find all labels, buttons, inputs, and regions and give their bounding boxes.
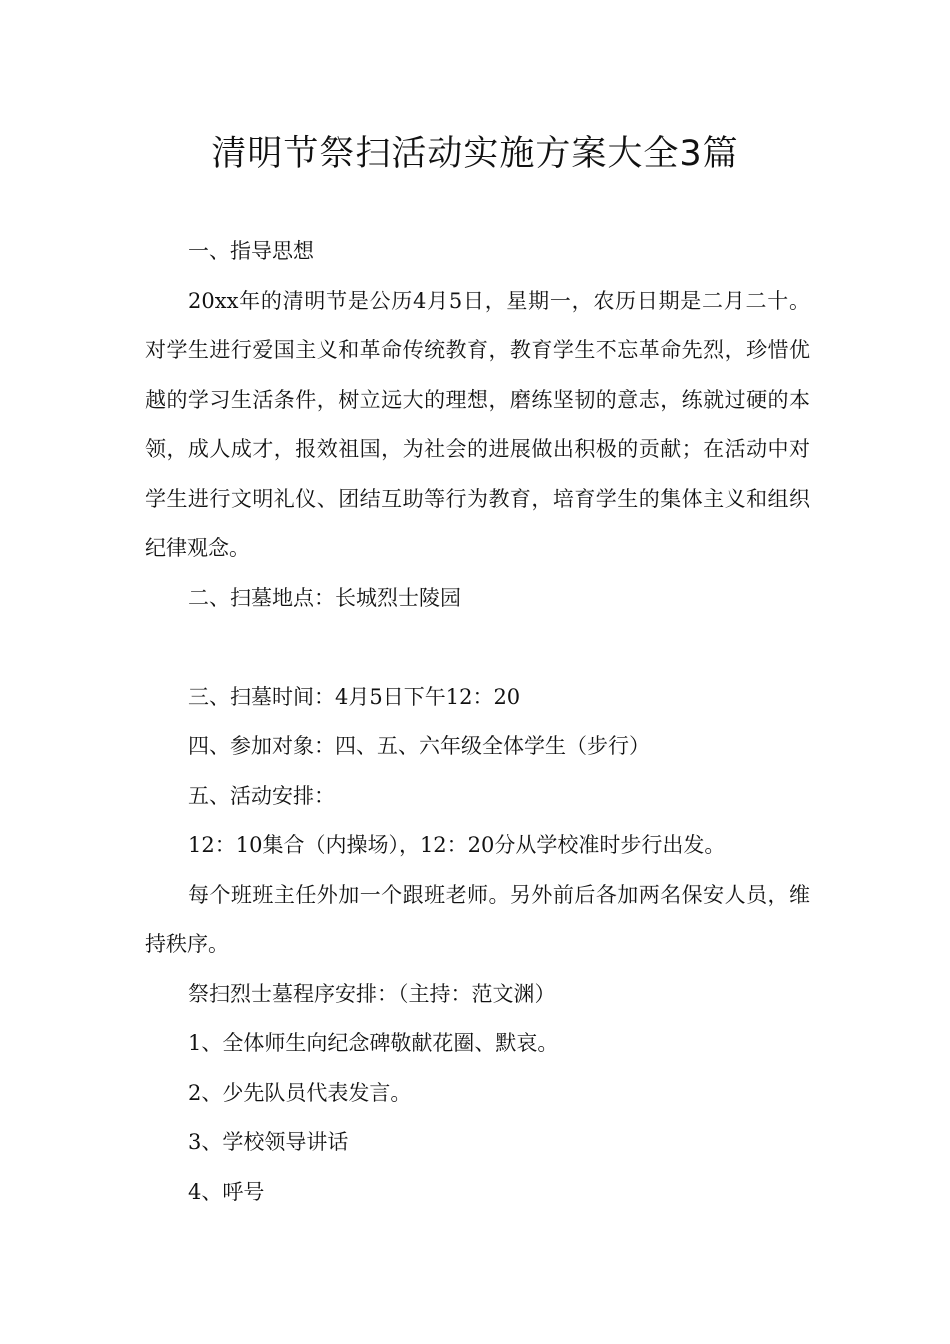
list-item-speech-leaders: 3、学校领导讲话 [188,1130,349,1154]
list-item-slogan: 4、呼号 [188,1179,265,1204]
paragraph-assembly: 12：10集合（内操场），12：20分从学校准时步行出发。 [188,833,726,857]
document-body [145,227,810,1217]
section-participants: 四、参加对象：四、五、六年级全体学生（步行） [188,734,650,758]
paragraph-guiding-ideology: 20xx年的清明节是公历4月5日，星期一，农历日期是二月二十。对学生进行爱国主义和革命传统教育，教育学生不忘革命先烈，珍惜优越的学习生活条件，树立远大的理想，磨练坚韧的意志，练就过硬的本领，成人成才，报效祖国，为社会的进展做出积极的贡献；在活动中对学生进行文明礼仪、团结互助等行为教育，培育学生的集体主义和组织纪律观念。 [145,288,810,560]
section-location: 二、扫墓地点：长城烈士陵园 [188,585,461,610]
document-title: 清明节祭扫活动实施方案大全3篇 [211,134,739,174]
section-activity-arrangement: 五、活动安排： [188,783,335,808]
section-time: 三、扫墓时间：4月5日下午12：20 [188,684,521,709]
paragraph-ceremony-program: 祭扫烈士墓程序安排：（主持：范文渊） [188,981,556,1006]
section-heading-guiding-ideology: 一、指导思想 [188,239,314,263]
list-item-speech-pioneers: 2、少先队员代表发言。 [188,1080,412,1105]
paragraph-teachers-security: 每个班班主任外加一个跟班老师。另外前后各加两名保安人员，维持秩序。 [145,882,810,956]
list-item-wreath: 1、全体师生向纪念碑敬献花圈、默哀。 [188,1031,559,1055]
